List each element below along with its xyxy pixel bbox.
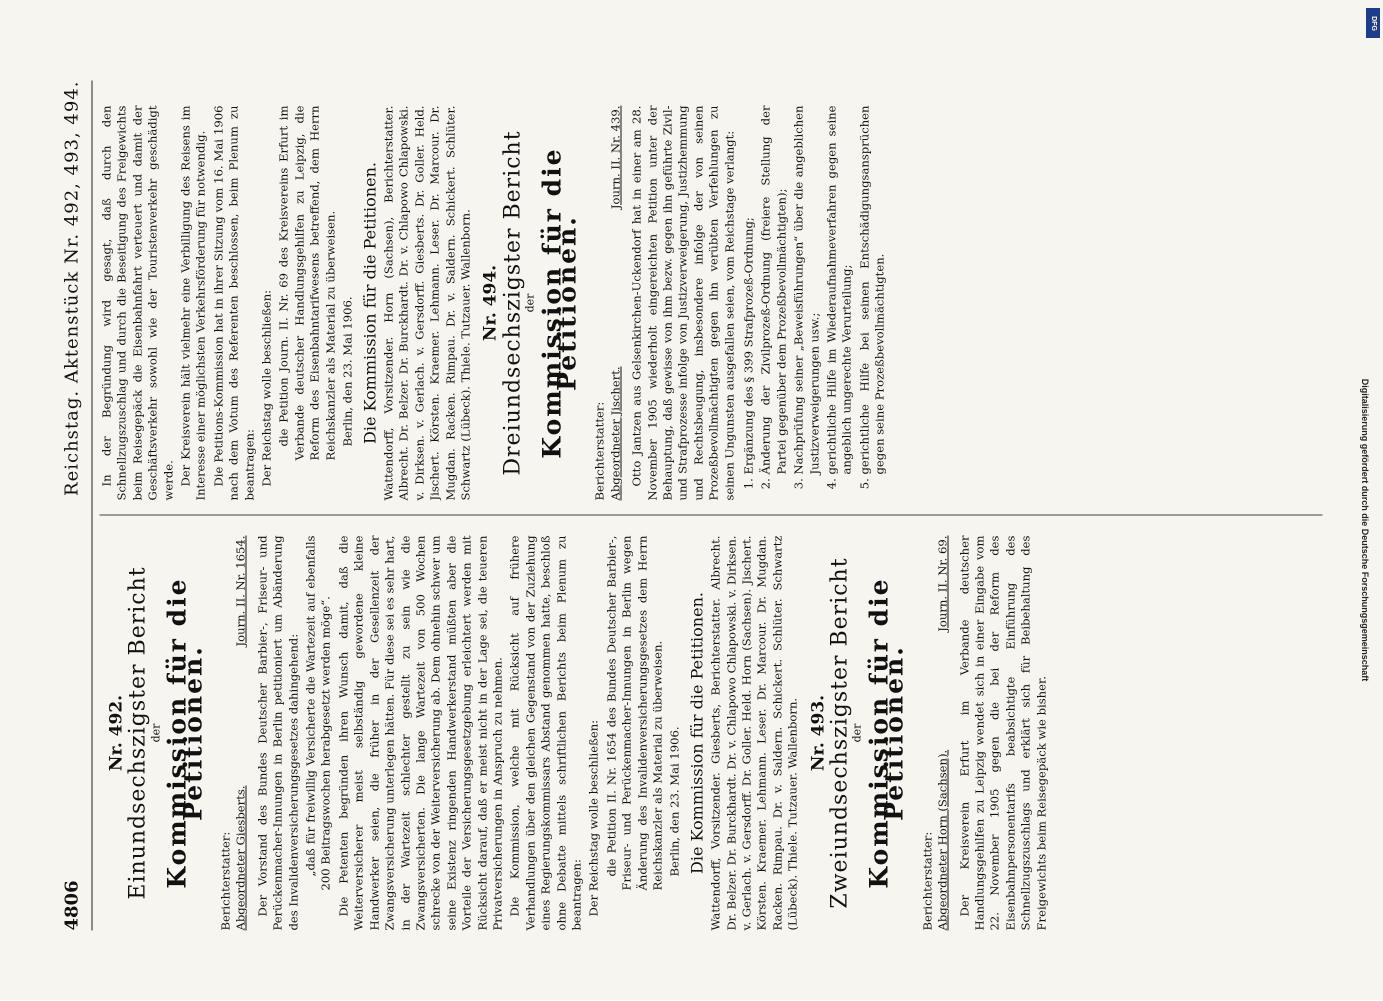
r492-p2: Die Petenten begründen ihren Wunsch damit, daß die Weiterversicherer meist selbständig gewordene kleine Handwerker seien, die früher in der Gesellenzeit der Zwangsversicherung unterlegen hätten. Für diese sei es sehr hart, in der Wartezeit schlechter gestellt zu sein wie die Zwangsversicherten. Die lange Wartezeit von 500 Wochen schrecke von der Weiterversicherung ab. Dem ohnehin schwer um seine Existenz ringenden Handwerkerstand müßten aber die Vorteile der Versicherungsgesetzgebung erleichtert werden mit Rücksicht darauf, daß er meist nicht in der Lage sei, die teueren Privatversicherungen in Anspruch zu nehmen. bbox=[336, 535, 505, 931]
running-header bbox=[52, 81, 92, 931]
r493-ber-label: Berichterstatter: bbox=[920, 831, 935, 931]
r492-kommission: Kommission für die Petitionen. bbox=[162, 577, 208, 889]
r494-reporter-row bbox=[593, 106, 624, 501]
list-item: 2. Änderung der Zivilprozeß-Ordnung (freiere Stellung der Partei gegenüber dem Prozeßbevollmächtigten); bbox=[759, 106, 790, 475]
list-item: 5. gerichtliche Hilfe bei seinen Entschädigungsansprüchen gegen seine Prozeßbevollmächtigten. bbox=[857, 106, 888, 475]
r494-title: Dreiundsechszigster Bericht bbox=[500, 130, 526, 476]
r493-der: der bbox=[850, 723, 864, 743]
r493-date: Berlin, den 23. Mai 1906. bbox=[340, 296, 355, 447]
r493-p2: In der Begründung wird gesagt, daß durch den Schnellzugszuschlag und durch die Beseitigung des Freigewichts beim Reisegepäck die Eisenbahnfahrt verteuert und damit der Geschäftsverkehr sowohl wie der Touristenverkehr geschädigt werde. bbox=[99, 105, 176, 501]
list-item: 1. Ergänzung des § 399 Strafprozeß-Ordnung; bbox=[742, 106, 757, 475]
r493-p3: Der Kreisverein hält vielmehr eine Verbilligung des Reisens im Interesse einer möglichsten Verkehrsförderung für notwendig. bbox=[178, 105, 208, 501]
r492-reporter-row bbox=[219, 536, 250, 931]
r493-p5: Der Reichstag wolle beschließen: bbox=[259, 289, 274, 487]
r493-p6: die Petition Journ. II. Nr. 69 des Kreisvereins Erfurt im Verbande deutscher Handlungsgehilfen zu Leipzig, die Reform des Eisenbahntarifwesens betreffend, dem Herrn Reichskanzler als Material zu überweisen. bbox=[276, 105, 338, 461]
dfg-logo: DFG bbox=[1366, 8, 1380, 38]
r493-p4: Die Petitions-Kommission hat in ihrer Sitzung vom 16. Mai 1906 nach dem Votum des Referenten beschlossen, beim Plenum zu beantragen: bbox=[211, 105, 257, 501]
r492-number: Nr. 492. bbox=[106, 694, 127, 772]
r494-demands-list bbox=[742, 106, 889, 501]
r493-number: Nr. 493. bbox=[808, 694, 829, 772]
r492-p1: Der Vorstand des Bundes Deutscher Barbier-, Friseur- und Perückenmacher-Innungen in Berlin petitioniert um Abänderung des Invalidenversicherungsgesetzes dahingehend: bbox=[255, 535, 301, 931]
r494-ber-label: Berichterstatter: bbox=[592, 401, 607, 501]
left-column bbox=[100, 536, 1323, 931]
r493-kom-heading: Die Kommission für die Petitionen. bbox=[360, 162, 379, 444]
header-rule bbox=[92, 81, 93, 931]
column-rule bbox=[100, 515, 1323, 516]
r493-title: Zweiundsechszigster Bericht bbox=[827, 557, 853, 909]
r492-ber-label: Berichterstatter: bbox=[218, 831, 233, 931]
r494-kommission: Kommission für die Petitionen. bbox=[537, 147, 582, 459]
r494-number: Nr. 494. bbox=[480, 264, 501, 342]
r492-p5: die Petition II. Nr. 1654 des Bundes Deutscher Barbier-, Friseur- und Perückenmacher-Innungen in Berlin wegen Änderung des Invalidenversicherungsgesetzes dem Herrn Reichskanzler als Material zu überweisen. bbox=[604, 535, 665, 891]
r494-journ: Journ. II. Nr. 439. bbox=[608, 105, 623, 210]
r492-der: der bbox=[149, 723, 163, 743]
r492-p4: Der Reichstag wolle beschließen: bbox=[586, 719, 601, 917]
rotated-sheet bbox=[0, 1, 1383, 1001]
digitization-note: Digitalisierung gefördert durch die Deutsche Forschungsgemeinschaft bbox=[1360, 378, 1370, 682]
r493-p1: Der Kreisverein Erfurt im Verbande deutscher Handlungsgehilfen zu Leipzig wendet sich in einer Eingabe vom 22. November 1905 gegen die bei der Reform des Eisenbahnpersonentarifs beabsichtigte Einführung des Schnellzugszuschlags und erklärt sich für Beibehaltung des Freigewichts beim Reisegepäck wie bisher. bbox=[957, 535, 1049, 931]
r492-members: Wattendorff, Vorsitzender. Giesberts, Berichterstatter. Albrecht. Dr. Belzer. Dr. Burckhardt. Dr. v. Chlapowo Chlapowski. v. Dirksen. v. Gerlach. v. Gersdorff. Dr. Goller. Held. Horn (Sachsen). Jischert. Körsten. Kraemer. Lehmann. Leser. Dr. Marcour. Dr. Mugdan. Racken. Rimpau. Dr. v. Saldern. Schickert. Schlüter. Schwartz (Lübeck). Thiele. Tutzauer. Wallenborn. bbox=[708, 535, 800, 931]
r492-quote: „daß für freiwillig Versicherte die Wartezeit auf ebenfalls 200 Beitragswochen herabgesetzt werden möge“. bbox=[303, 535, 333, 891]
r494-ber-name: Abgeordneter Jischert. bbox=[608, 366, 623, 501]
right-column bbox=[100, 106, 1323, 501]
r493-kommission: Kommission für die Petitionen. bbox=[864, 577, 909, 889]
r493-journ: Journ. II. Nr. 69. bbox=[935, 535, 950, 632]
r492-kom-heading: Die Kommission für die Petitionen. bbox=[687, 592, 707, 874]
r493-ber-name: Abgeordneter Horn (Sachsen). bbox=[935, 749, 950, 931]
r494-der: der bbox=[523, 293, 537, 313]
header-title: Reichstag. Aktenstück Nr. 492, 493, 494. bbox=[61, 80, 82, 496]
r492-date: Berlin, den 23. Mai 1906. bbox=[667, 726, 682, 877]
r492-p3: Die Kommission, welche mit Rücksicht auf frühere Verhandlungen über den gleichen Gegenstand von der Zuziehung eines Regierungskommissars Abstand genommen hatte, beschloß ohne Debatte mittels schriftlichen Berichts beim Plenum zu beantragen: bbox=[507, 535, 584, 931]
r493-reporter-row bbox=[920, 536, 951, 931]
r492-journ: Journ. II. Nr. 1654. bbox=[233, 535, 248, 647]
list-item: 4. gerichtliche Hilfe im Wiederaufnahmeverfahren gegen seine angeblich ungerechte Verurteilung; bbox=[825, 106, 856, 475]
r494-p1: Otto Jantzen aus Gelsenkirchen-Uckendorf hat in einer am 28. November 1905 wiederholt eingereichten Petition unter der Behauptung, daß gewisse von ihm bezw. gegen ihn geführte Zivil- und Strafprozesse infolge von Justizverweigerung, Justizhemmung und Rechtsbeugung, insbesondere infolge der von seinen Prozeßbevollmächtigten gegen ihn verübten Verfehlungen zu seinen Ungunsten ausgefallen seien, vom Reichstage verlangt: bbox=[629, 105, 737, 501]
page-number: 4806 bbox=[61, 880, 82, 931]
list-item: 3. Nachprüfung seiner „Beweisführungen“ über die angeblichen Justizverweigerungen usw.; bbox=[792, 106, 823, 475]
r493-members: Wattendorff, Vorsitzender. Horn (Sachsen), Berichterstatter. Albrecht. Dr. Belzer. Dr. Burckhardt. Dr. v. Chlapowo Chlapowski. v. Dirksen. v. Gerlach. v. Gersdorff. Giesberts. Dr. Goller. Held. Jischert. Körsten. Kraemer. Lehmann. Leser. Dr. Marcour. Dr. Mugdan. Racken. Rimpau. Dr. v. Saldern. Schickert. Schlüter. Schwartz (Lübeck). Thiele. Tutzauer. Wallenborn. bbox=[381, 105, 473, 501]
r492-title: Einundsechszigster Bericht bbox=[125, 566, 151, 900]
r492-ber-name: Abgeordneter Giesberts. bbox=[233, 785, 248, 931]
